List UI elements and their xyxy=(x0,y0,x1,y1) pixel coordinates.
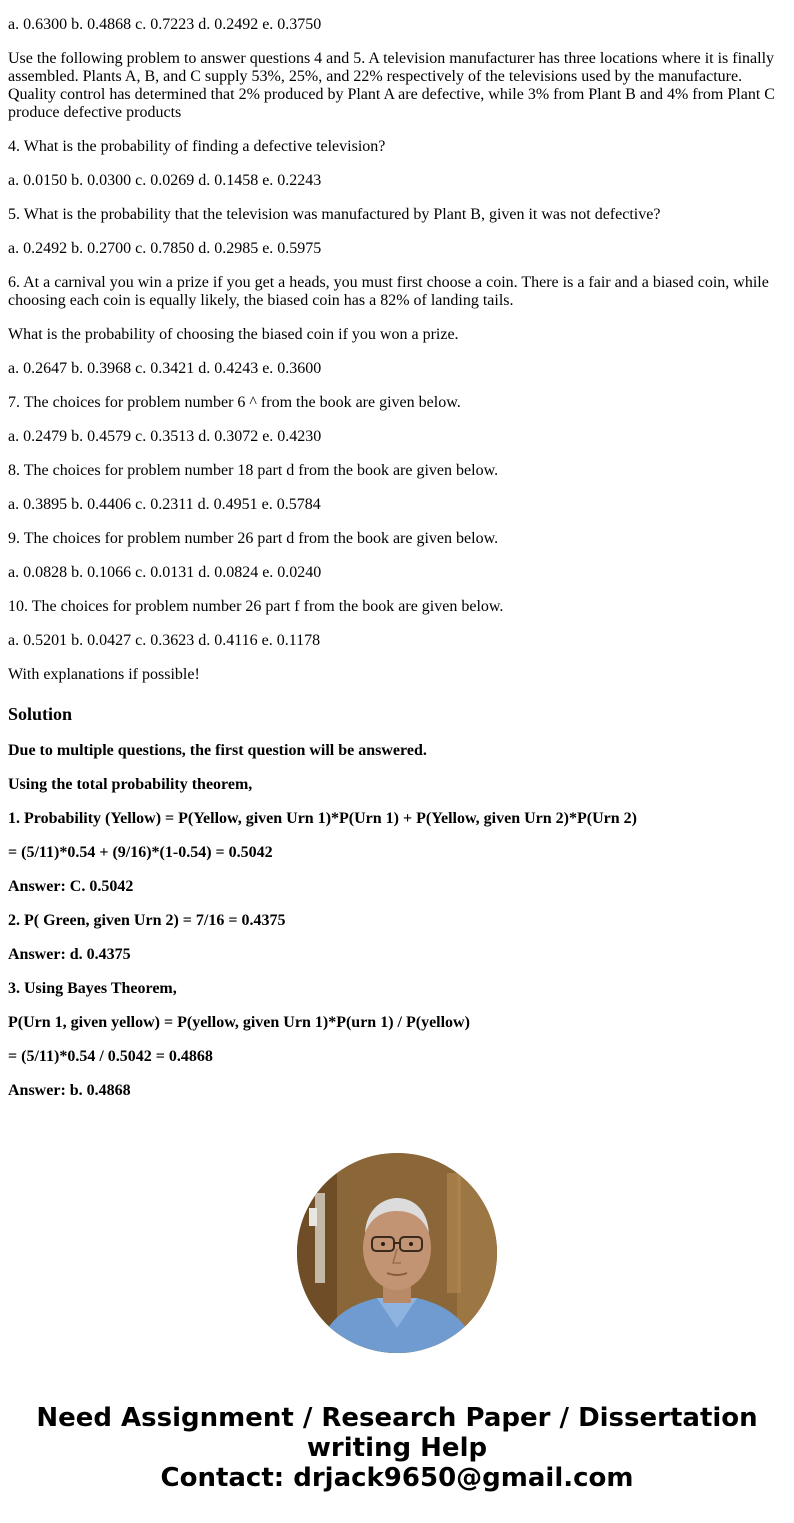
author-portrait-image xyxy=(297,1153,497,1353)
promo-contact: Contact: drjack9650@gmail.com xyxy=(160,1463,634,1493)
author-avatar xyxy=(297,1153,497,1353)
question-7-text: 7. The choices for problem number 6 ^ from the book are given below. xyxy=(8,394,461,411)
question-4-text: 4. What is the probability of finding a defective television? xyxy=(8,138,386,155)
question-8-choices: a. 0.3895 b. 0.4406 c. 0.2311 d. 0.4951 e. 0.5784 xyxy=(8,496,321,513)
promo-line: Need Assignment / Research Paper / Dissertation xyxy=(36,1403,758,1433)
question-8-text: 8. The choices for problem number 18 part d from the book are given below. xyxy=(8,462,499,479)
solution-line: 2. P( Green, given Urn 2) = 7/16 = 0.4375 xyxy=(8,912,286,929)
question-7-choices: a. 0.2479 b. 0.4579 c. 0.3513 d. 0.3072 e. 0.4230 xyxy=(8,428,322,445)
question-6-text: 6. At a carnival you win a prize if you get a heads, you must first choose a coin. There is a fair and a biased coin, while choosing each coin is equally likely, the biased coin has a 82% of landing tails. xyxy=(8,274,769,309)
solution-line: = (5/11)*0.54 / 0.5042 = 0.4868 xyxy=(8,1048,213,1065)
solution-answer: Answer: C. 0.5042 xyxy=(8,878,134,895)
question-5-text: 5. What is the probability that the television was manufactured by Plant B, given it was not defective? xyxy=(8,206,661,223)
solution-answer: Answer: d. 0.4375 xyxy=(8,946,131,963)
question-10-text: 10. The choices for problem number 26 part f from the book are given below. xyxy=(8,598,504,615)
solution-answer: Answer: b. 0.4868 xyxy=(8,1082,131,1099)
question-5-choices: a. 0.2492 b. 0.2700 c. 0.7850 d. 0.2985 e. 0.5975 xyxy=(8,240,322,257)
promo-banner xyxy=(0,1403,794,1493)
solution-line: Using the total probability theorem, xyxy=(8,776,253,793)
question-9-choices: a. 0.0828 b. 0.1066 c. 0.0131 d. 0.0824 e. 0.0240 xyxy=(8,564,322,581)
question-10-choices: a. 0.5201 b. 0.0427 c. 0.3623 d. 0.4116 e. 0.1178 xyxy=(8,632,321,649)
question-4-choices: a. 0.0150 b. 0.0300 c. 0.0269 d. 0.1458 e. 0.2243 xyxy=(8,172,322,189)
solution-line: Due to multiple questions, the first question will be answered. xyxy=(8,742,427,759)
solution-line: 1. Probability (Yellow) = P(Yellow, given Urn 1)*P(Urn 1) + P(Yellow, given Urn 2)*P(Urn 2) xyxy=(8,810,637,827)
solution-line: 3. Using Bayes Theorem, xyxy=(8,980,177,997)
solution-heading: Solution xyxy=(8,704,73,724)
question-3-choices: a. 0.6300 b. 0.4868 c. 0.7223 d. 0.2492 e. 0.3750 xyxy=(8,16,322,33)
closing-request: With explanations if possible! xyxy=(8,666,200,683)
question-9-text: 9. The choices for problem number 26 part d from the book are given below. xyxy=(8,530,499,547)
questions-4-5-intro: Use the following problem to answer questions 4 and 5. A television manufacturer has three locations where it is finally assembled. Plants A, B, and C supply 53%, 25%, and 22% respectively of the televisions used by the manufacture. Quality control has determined that 2% produced by Plant A are defective, while 3% from Plant B and 4% from Plant C produce defective products xyxy=(8,50,775,121)
question-6-choices: a. 0.2647 b. 0.3968 c. 0.3421 d. 0.4243 e. 0.3600 xyxy=(8,360,322,377)
promo-line: writing Help xyxy=(306,1433,488,1463)
solution-line: P(Urn 1, given yellow) = P(yellow, given Urn 1)*P(urn 1) / P(yellow) xyxy=(8,1014,470,1031)
solution-line: = (5/11)*0.54 + (9/16)*(1-0.54) = 0.5042 xyxy=(8,844,273,861)
question-6-subtext: What is the probability of choosing the biased coin if you won a prize. xyxy=(8,326,459,343)
document-body xyxy=(8,0,786,1116)
